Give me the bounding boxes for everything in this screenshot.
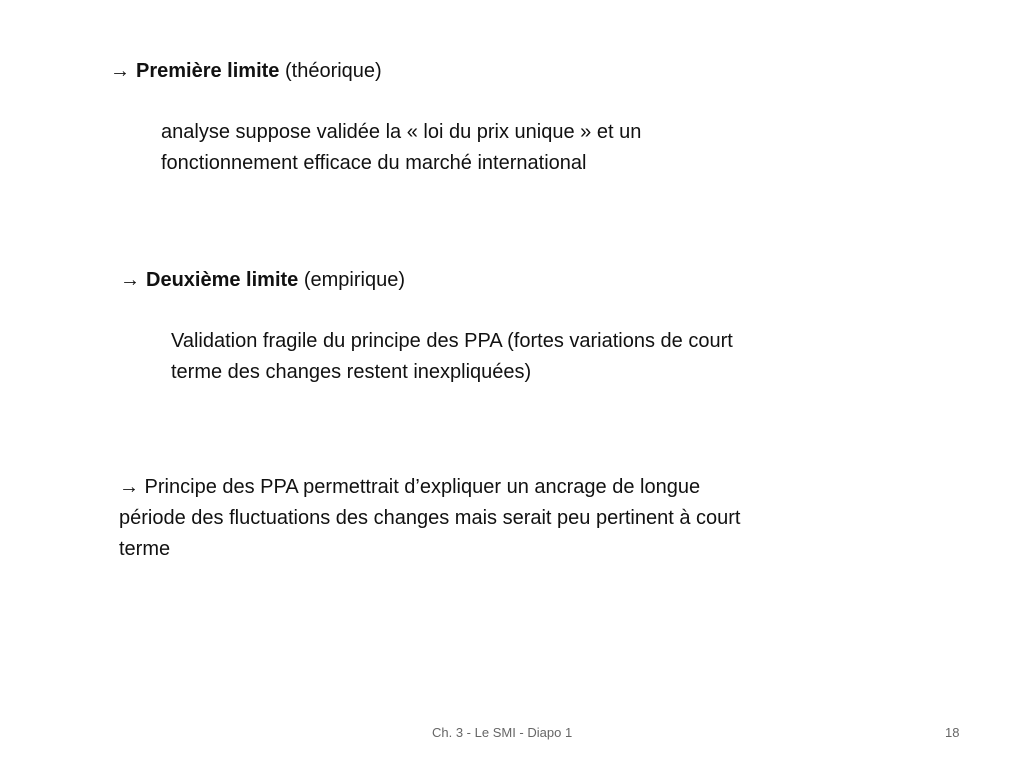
page-number: 18 <box>945 725 960 740</box>
body-line: terme des changes restent inexpliquées) <box>171 361 532 383</box>
heading-paren-text: (théorique) <box>279 60 382 82</box>
heading-bold-text: Deuxième limite <box>146 269 299 291</box>
body-line: Validation fragile du principe des PPA (fortes variations de court <box>171 330 733 352</box>
body-premiere-limite <box>161 117 641 179</box>
heading-paren-text: (empirique) <box>298 269 405 291</box>
arrow-right-icon: → <box>110 60 130 82</box>
heading-premiere-limite <box>110 56 382 86</box>
heading-deuxieme-limite <box>120 265 405 295</box>
heading-bold-text: Première limite <box>136 60 280 82</box>
body-line: analyse suppose validée la « loi du prix unique » et un <box>161 121 642 143</box>
footer-label: Ch. 3 - Le SMI - Diapo 1 <box>432 725 573 740</box>
arrow-right-icon: → <box>120 269 140 291</box>
body-line: fonctionnement efficace du marché international <box>161 152 587 174</box>
para-line-text: Principe des PPA permettrait d’expliquer un ancrage de longue <box>139 476 701 498</box>
para-line: terme <box>119 538 171 560</box>
para-line: période des fluctuations des changes mais serait peu pertinent à court <box>119 507 741 529</box>
body-deuxieme-limite <box>171 326 733 388</box>
conclusion-paragraph <box>119 472 740 565</box>
arrow-right-icon: → <box>119 476 139 498</box>
para-line <box>119 472 740 503</box>
